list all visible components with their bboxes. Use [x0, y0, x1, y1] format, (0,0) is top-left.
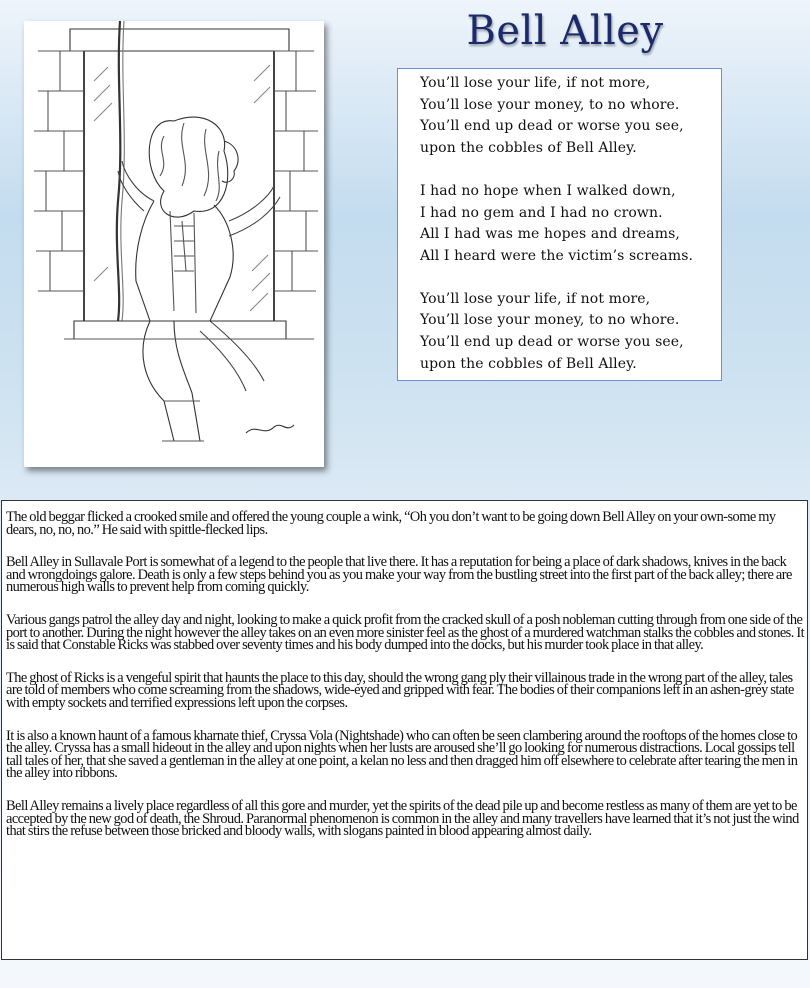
- poem-line: upon the cobbles of Bell Alley.: [420, 355, 637, 372]
- portrait-sketch-icon: [24, 21, 324, 467]
- poem-line: You’ll end up dead or worse you see,: [420, 118, 684, 135]
- poem-line: You’ll lose your life, if not more,: [420, 290, 651, 307]
- story-paragraph: Various gangs patrol the alley day and night, looking to make a quick profit from the cracked skull of a posh nobleman cutting through from one side of the port to another. During the night however the alley takes on an even more sinister feel as the ghost of a murdered watchman stalks the cobbles and stones. It is said that Constable Ricks was stabbed over seventy times and his body dumped into the docks, but his murder took place in that alley.: [6, 611, 805, 654]
- poem-stanza: [420, 289, 721, 376]
- poem-line: All I had was me hopes and dreams,: [420, 226, 680, 243]
- page-title: Bell Alley: [466, 8, 664, 54]
- story-paragraph: It is also a known haunt of a famous kharnate thief, Cryssa Vola (Nightshade) who can often be seen clambering around the rooftops of the homes close to the alley. Cryssa has a small hideout in the alley and upon nights when her lusts are aroused she’ll go looking for numerous distractions. Local gossips tell tall tales of her, that she saved a gentleman in the alley at one point, a kelan no less and then dragged him off elsewhere to celebrate after tearing the men in the alley into ribbons.: [6, 727, 798, 782]
- story-box: [1, 500, 808, 960]
- story-paragraph: The ghost of Ricks is a vengeful spirit that haunts the place to this day, should the wrong gang ply their villainous trade in the wrong part of the alley, tales are told of members who come screaming from the shadows, wide-eyed and gripped with fear. The bodies of their companions left in an ashen-grey state with empty sockets and terrified expressions left upon the corpses.: [6, 669, 794, 711]
- poem-line: I had no hope when I walked down,: [420, 182, 676, 199]
- poem-box: [397, 68, 722, 381]
- poem-line: You’ll end up dead or worse you see,: [420, 334, 684, 351]
- illustration-frame: [24, 21, 324, 467]
- poem-line: upon the cobbles of Bell Alley.: [420, 140, 637, 157]
- poem-stanza: [420, 73, 721, 160]
- poem-line: I had no gem and I had no crown.: [420, 204, 663, 221]
- story-paragraph: The old beggar flicked a crooked smile and offered the young couple a wink, “Oh you don’t want to be going down Bell Alley on your own-some my dears, no, no, no.” He said with spittle-flecked lips.: [6, 509, 776, 538]
- poem-line: All I heard were the victim’s screams.: [420, 247, 694, 264]
- poem-line: You’ll lose your life, if not more,: [420, 75, 651, 91]
- poem-stanza: [420, 181, 721, 268]
- story-paragraph: Bell Alley in Sullavale Port is somewhat of a legend to the people that live there. It has a reputation for being a place of dark shadows, knives in the back and wrongdoings galore. Death is only a few steps behind you as you make your way from the bustling street into the first part of the back alley; there are numerous high walls to prevent help from coming quickly.: [6, 554, 792, 596]
- story-paragraph: Bell Alley remains a lively place regardless of all this gore and murder, yet the spirits of the dead pile up and become restless as many of them are yet to be accepted by the new god of death, the Shroud. Paranormal phenomenon is common in the alley and many travellers have learned that it’s not just the wind that stirs the refuse between those bricked and bloody walls, with slogans painted in blood appearing almost daily.: [6, 797, 799, 840]
- poem-line: You’ll lose your money, to no whore.: [420, 96, 680, 113]
- poem-line: You’ll lose your money, to no whore.: [420, 312, 680, 329]
